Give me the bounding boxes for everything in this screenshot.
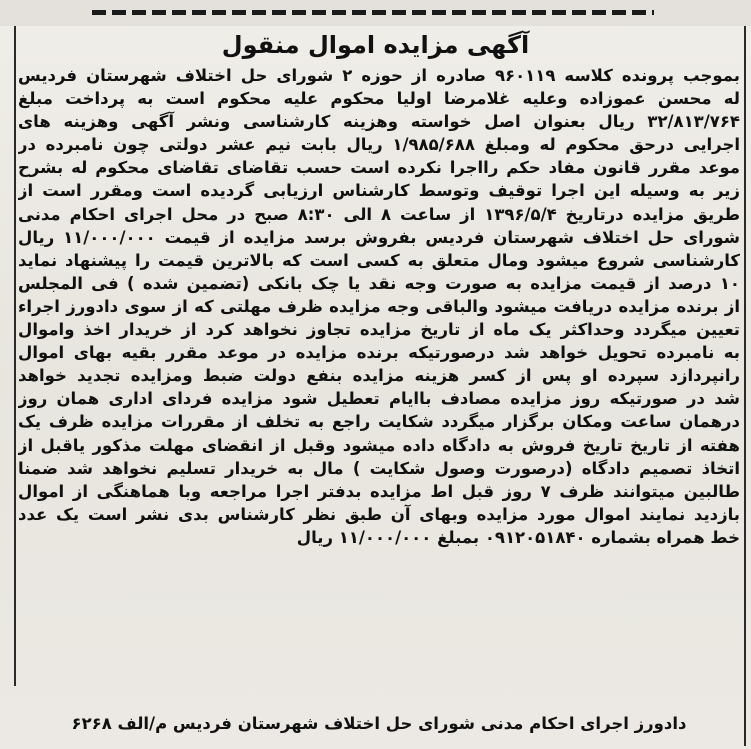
body-line: زیر به وسیله این اجرا توقیف وتوسط کارشناس ارزیابی گردیده است ومقرر است از [18,181,740,201]
body-line: اجرایی درحق محکوم له ومبلغ ۱/۹۸۵/۶۸۸ ریال بابت نیم عشر دولتی چون نامبرده در [18,135,740,155]
body-line: له محسن عموزاده وعلیه غلامرضا اولیا محکوم علیه محکوم است به پرداخت مبلغ [18,89,740,109]
body-line: بازدید نمایند اموال مورد مزایده وبهای آن طبق نظر کارشناس بدی نشر است یک عدد [18,504,740,524]
right-border-rule [744,26,746,746]
body-line: طالبین میتوانند ظرف ۷ روز قبل اط مزایده بدفتر اجرا مراجعه وبا هماهنگی از اموال [18,481,740,501]
notice-signature: دادورز اجرای احکام مدنی شورای حل اختلاف شهرستان فردیس م/الف ۶۲۶۸ [71,714,687,733]
body-line: درهمان ساعت ومکان برگزار میگردد شکایت راجع به تخلف از مقررات مزایده ظرف یک [18,412,740,432]
body-line: بموجب پرونده کلاسه ۹۶۰۱۱۹ صادره از حوزه ۲ شورای حل اختلاف شهرستان فردیس [18,66,740,85]
dashed-separator [92,10,654,15]
body-line: از برنده مزایده دریافت میشود والباقی وجه مزایده ظرف مهلتی که از سوی دادورز اجراء [18,296,740,316]
body-line: کارشناسی شروع میشود ومال متعلق به کسی است که بالاترین قیمت را پیشنهاد نماید [18,250,740,270]
body-line: شورای حل اختلاف شهرستان فردیس بفروش برسد مزایده از قیمت ۱۱/۰۰۰/۰۰۰ ریال [18,227,740,247]
notice-body [18,64,740,549]
body-line: طریق مزایده درتاریخ ۱۳۹۶/۵/۴ از ساعت ۸ الی ۸:۳۰ صبح در محل اجرای احکام مدنی [18,204,740,224]
body-line: اتخاذ تصمیم دادگاه (درصورت وصول شکایت ) مال به خریدار تسلیم نخواهد شد ضمنا [18,458,740,478]
body-line: شد در صورتیکه روز مزایده مصادف باایام تعطیل شود مزایده فردای اداری همان روز [18,389,740,409]
body-line: خط همراه بشماره ۰۹۱۲۰۵۱۸۴۰ بمبلغ ۱۱/۰۰۰/۰۰۰ ریال [296,527,740,547]
body-line: ۳۲/۸۱۳/۷۶۴ ریال بعنوان اصل خواسته وهزینه کارشناسی ونشر آگهی وهزینه های [18,112,740,132]
body-line: ۱۰ درصد از قیمت مزایده به صورت وجه نقد یا چک بانکی (تضمین شده ) فی المجلس [18,273,740,293]
body-line: به نامبرده تحویل خواهد شد درصورتیکه برنده مزایده در موعد مقرر بقیه بهای اموال [18,343,740,363]
notice-title: آگهی مزایده اموال منقول [221,31,530,59]
body-line: هفته از تاریخ تاریخ فروش به دادگاه داده میشود وقبل از انقضای مهلت مذکور یاقبل از [18,435,740,455]
body-line: تعیین میگردد وحداکثر یک ماه از تاریخ مزایده تجاوز نخواهد کرد از خریدار اخذ واموال [18,320,740,340]
left-border-rule [14,26,16,686]
body-line: رانپردازد سپرده او پس از کسر هزینه مزایده بنفع دولت ضبط ومزایده تجدید خواهد [18,366,740,386]
body-line: موعد مقرر قانون مفاد حکم رااجرا نکرده است حسب تقاضای تقاضای محکوم له بشرح [18,158,740,178]
